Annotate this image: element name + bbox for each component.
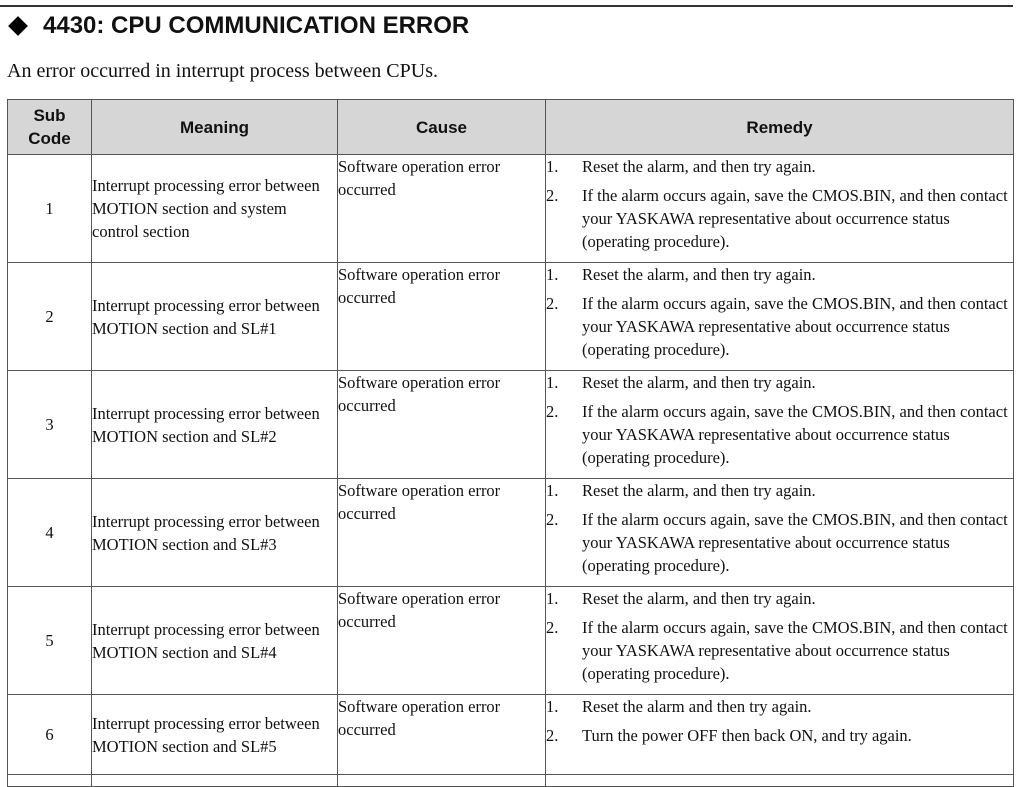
meaning-cell: Interrupt processing error between MOTION section and SL#3	[92, 479, 338, 587]
sub-code-cell: 3	[8, 371, 92, 479]
step-number: 2.	[546, 618, 559, 637]
error-table	[7, 99, 1014, 787]
meaning-cell: Interrupt processing error between MOTION section and SL#5	[92, 695, 338, 775]
sub-code-cell: 4	[8, 479, 92, 587]
step-text: Reset the alarm, and then try again.	[582, 373, 816, 392]
diamond-icon	[8, 16, 28, 36]
remedy-cell	[546, 587, 1014, 695]
sub-code-cell: 1	[8, 155, 92, 263]
intro-text: An error occurred in interrupt process between CPUs.	[7, 60, 438, 82]
cause-cell: Software operation error occurred	[338, 371, 546, 479]
step-text: If the alarm occurs again, save the CMOS.BIN, and then contact your YASKAWA representative about occurrence status (operating procedure).	[582, 510, 1008, 575]
header-meaning: Meaning	[92, 100, 338, 155]
step-number: 1.	[546, 481, 559, 500]
step-text: If the alarm occurs again, save the CMOS.BIN, and then contact your YASKAWA representative about occurrence status (operating procedure).	[582, 294, 1008, 359]
step-text: If the alarm occurs again, save the CMOS.BIN, and then contact your YASKAWA representative about occurrence status (operating procedure).	[582, 402, 1008, 467]
step-text: Turn the power OFF then back ON, and try again.	[582, 726, 912, 745]
table-header-row	[8, 100, 1014, 155]
step-text: Reset the alarm, and then try again.	[582, 265, 816, 284]
header-sub-label: Sub	[33, 106, 66, 125]
step-number: 1.	[546, 373, 559, 392]
step-text: Reset the alarm, and then try again.	[582, 157, 816, 176]
meaning-cell: Interrupt processing error between MOTION section and SL#4	[92, 587, 338, 695]
step-number: 2.	[546, 510, 559, 529]
cause-cell: Software operation error occurred	[338, 587, 546, 695]
cause-cell: Software operation error occurred	[338, 479, 546, 587]
heading-title: 4430: CPU COMMUNICATION ERROR	[43, 12, 470, 39]
remedy-step	[546, 616, 1013, 685]
remedy-step	[546, 263, 1013, 286]
remedy-step	[546, 587, 1013, 610]
header-cause: Cause	[338, 100, 546, 155]
cause-cell: Software operation error occurred	[338, 695, 546, 775]
remedy-step	[546, 400, 1013, 469]
header-sub-code	[8, 100, 92, 155]
table-row	[8, 587, 1014, 695]
step-text: Reset the alarm and then try again.	[582, 697, 812, 716]
meaning-cell: Interrupt processing error between MOTION section and system control section	[92, 155, 338, 263]
step-text: If the alarm occurs again, save the CMOS.BIN, and then contact your YASKAWA representative about occurrence status (operating procedure).	[582, 618, 1008, 683]
remedy-cell	[546, 155, 1014, 263]
remedy-step	[546, 184, 1013, 253]
meaning-cell: Interrupt processing error between MOTION section and SL#2	[92, 371, 338, 479]
table-row	[8, 695, 1014, 775]
step-number: 2.	[546, 726, 559, 745]
remedy-step	[546, 292, 1013, 361]
sub-code-cell: 5	[8, 587, 92, 695]
table-row	[8, 263, 1014, 371]
step-number: 1.	[546, 697, 559, 716]
table-row	[8, 479, 1014, 587]
remedy-step	[546, 155, 1013, 178]
step-number: 2.	[546, 294, 559, 313]
header-remedy: Remedy	[546, 100, 1014, 155]
remedy-cell	[546, 479, 1014, 587]
step-number: 1.	[546, 265, 559, 284]
remedy-step	[546, 724, 1013, 747]
cause-cell: Software operation error occurred	[338, 155, 546, 263]
header-code-label: Code	[28, 129, 71, 148]
remedy-step	[546, 371, 1013, 394]
table-row	[8, 155, 1014, 263]
step-text: Reset the alarm, and then try again.	[582, 589, 816, 608]
sub-code-cell: 2	[8, 263, 92, 371]
step-number: 1.	[546, 589, 559, 608]
meaning-cell: Interrupt processing error between MOTION section and SL#1	[92, 263, 338, 371]
remedy-step	[546, 695, 1013, 718]
step-text: Reset the alarm, and then try again.	[582, 481, 816, 500]
remedy-cell	[546, 371, 1014, 479]
remedy-step	[546, 479, 1013, 502]
table-row	[8, 371, 1014, 479]
step-number: 1.	[546, 157, 559, 176]
step-text: If the alarm occurs again, save the CMOS.BIN, and then contact your YASKAWA representative about occurrence status (operating procedure).	[582, 186, 1008, 251]
step-number: 2.	[546, 402, 559, 421]
sub-code-cell: 6	[8, 695, 92, 775]
remedy-cell	[546, 263, 1014, 371]
step-number: 2.	[546, 186, 559, 205]
remedy-step	[546, 508, 1013, 577]
remedy-cell	[546, 695, 1014, 775]
section-heading	[6, 8, 469, 44]
cause-cell: Software operation error occurred	[338, 263, 546, 371]
top-rule	[0, 5, 1013, 7]
